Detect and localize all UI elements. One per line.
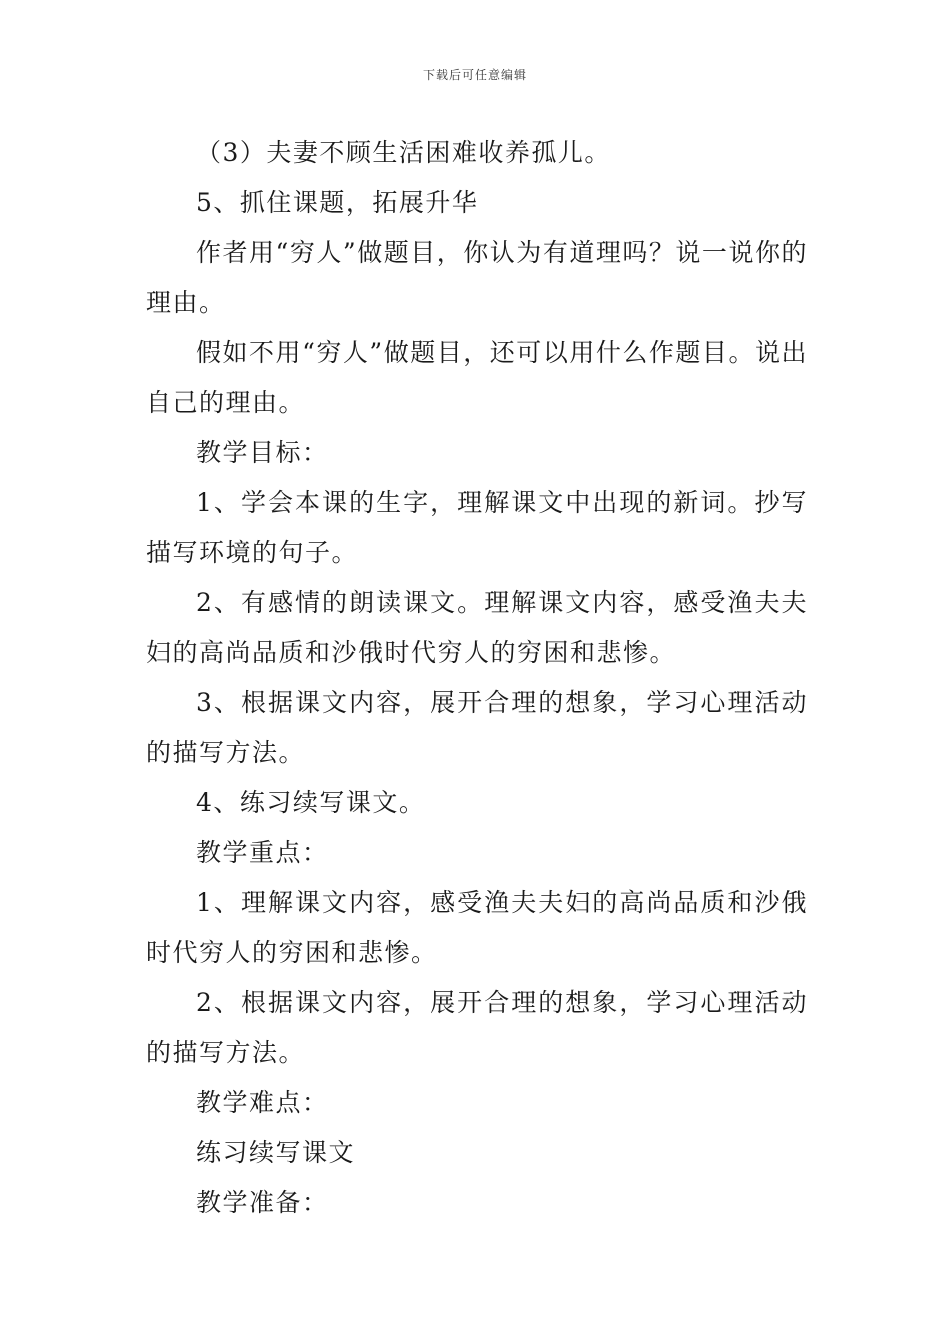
section-heading: 教学重点： — [196, 838, 329, 867]
section-heading: 教学准备： — [196, 1188, 329, 1217]
paragraph: 5、抓住课题，拓展升华 — [196, 188, 479, 217]
paragraph: 4、练习续写课文。 — [196, 788, 426, 817]
section-heading: 教学目标： — [196, 438, 329, 467]
paragraph: 2、有感情的朗读课文。理解课文内容，感受渔夫夫妇的高尚品质和沙俄时代穷人的穷困和悲惨。 — [146, 588, 808, 667]
paragraph: （3）夫妻不顾生活困难收养孤儿。 — [196, 138, 611, 167]
paragraph: 假如不用“穷人”做题目，还可以用什么作题目。说出自己的理由。 — [146, 338, 808, 417]
paragraph: 1、理解课文内容，感受渔夫夫妇的高尚品质和沙俄时代穷人的穷困和悲惨。 — [146, 888, 808, 967]
paragraph: 2、根据课文内容，展开合理的想象，学习心理活动的描写方法。 — [146, 988, 808, 1067]
paragraph: 练习续写课文 — [196, 1138, 356, 1167]
document-body — [146, 128, 808, 1228]
paragraph: 1、学会本课的生字，理解课文中出现的新词。抄写描写环境的句子。 — [146, 488, 808, 567]
section-heading: 教学难点： — [196, 1088, 329, 1117]
header-note: 下载后可任意编辑 — [422, 68, 527, 82]
paragraph: 3、根据课文内容，展开合理的想象，学习心理活动的描写方法。 — [146, 688, 808, 767]
paragraph: 作者用“穷人”做题目，你认为有道理吗？说一说你的理由。 — [146, 238, 808, 317]
